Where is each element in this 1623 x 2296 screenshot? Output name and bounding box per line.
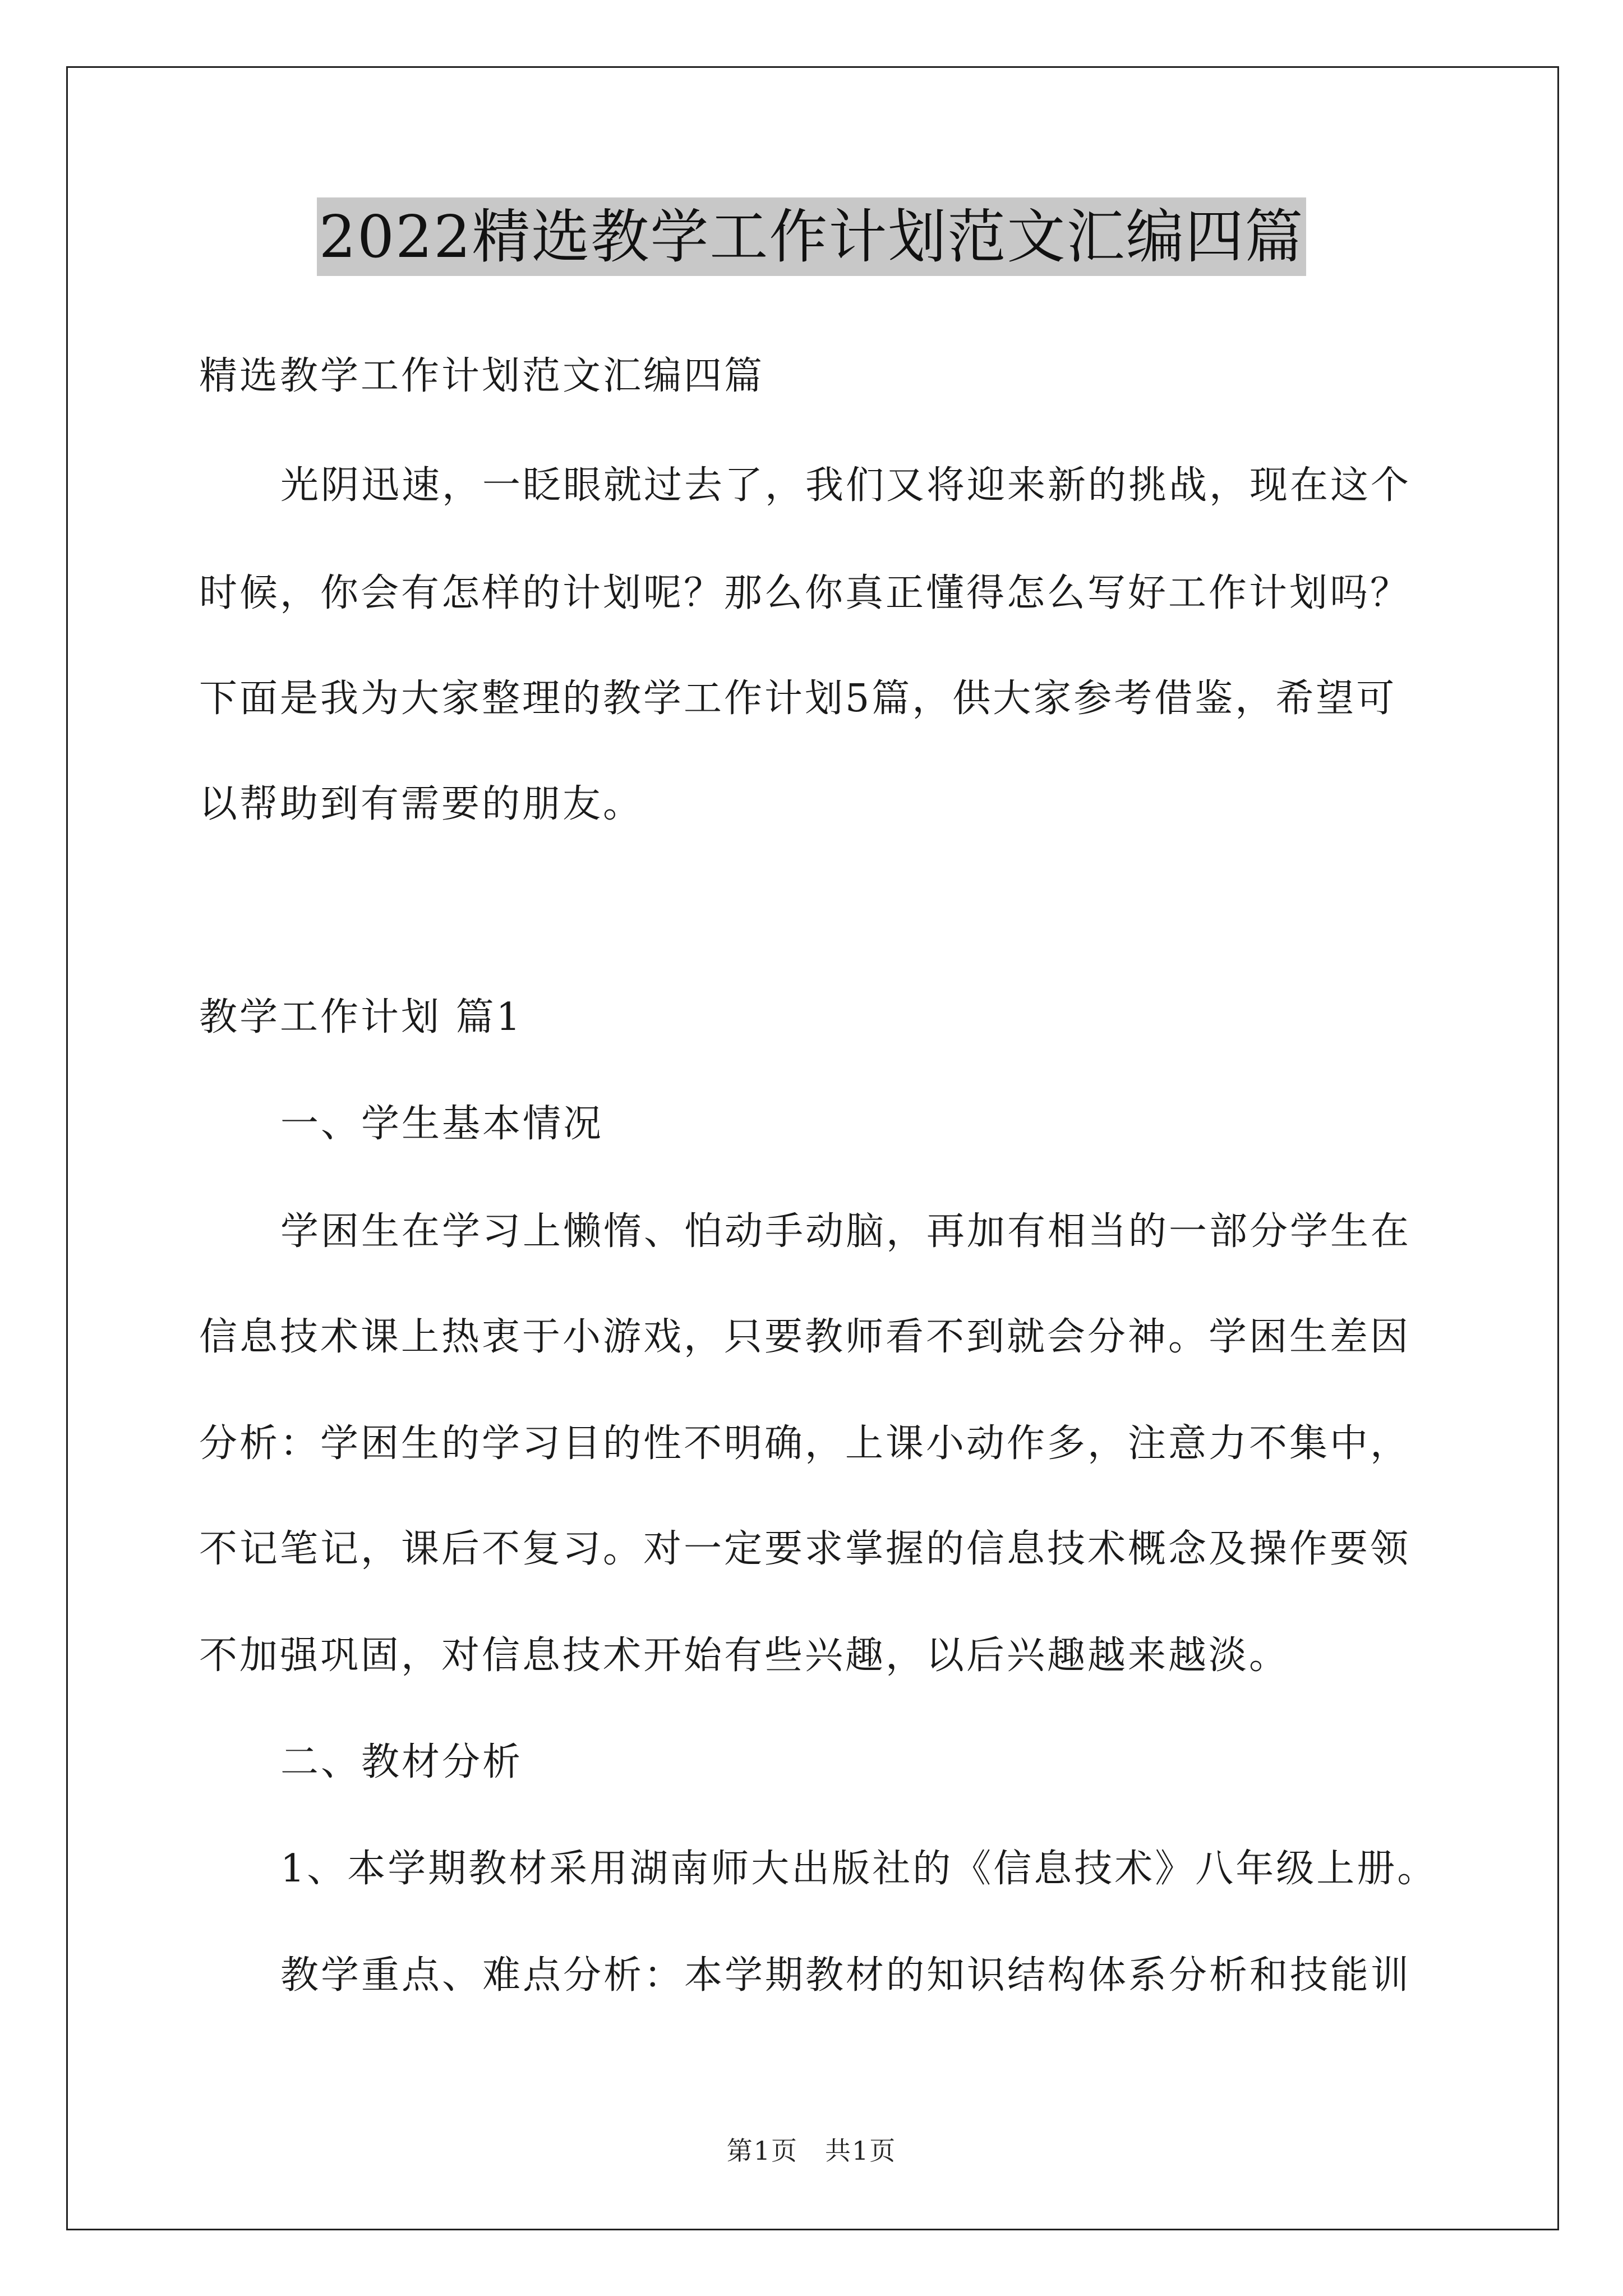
paragraph-line: 1、本学期教材采用湖南师大出版社的《信息技术》八年级上册。: [280, 1847, 1438, 1891]
intro-line: 下面是我为大家整理的教学工作计划5篇，供大家参考借鉴，希望可: [199, 677, 1397, 721]
paragraph-line: 教学重点、难点分析：本学期教材的知识结构体系分析和技能训: [280, 1953, 1412, 1998]
intro-line: 光阴迅速，一眨眼就过去了，我们又将迎来新的挑战，现在这个: [280, 463, 1412, 508]
paragraph-line: 分析：学困生的学习目的性不明确，上课小动作多，注意力不集中，: [199, 1421, 1411, 1466]
section-heading: 教学工作计划 篇1: [199, 995, 523, 1039]
document-title: 2022精选教学工作计划范文汇编四篇: [317, 197, 1307, 276]
title-wrap: [0, 197, 1623, 276]
subtitle: 精选教学工作计划范文汇编四篇: [199, 354, 765, 398]
paragraph-line: 不记笔记，课后不复习。对一定要求掌握的信息技术概念及操作要领: [199, 1527, 1411, 1571]
paragraph-line: 信息技术课上热衷于小游戏，只要教师看不到就会分神。学困生差因: [199, 1315, 1411, 1359]
paragraph-line: 学困生在学习上懒惰、怕动手动脑，再加有相当的一部分学生在: [280, 1209, 1412, 1254]
intro-line: 时候，你会有怎样的计划呢？那么你真正懂得怎么写好工作计划吗？: [199, 571, 1411, 615]
part-heading: 二、教材分析: [280, 1740, 523, 1784]
paragraph-line: 不加强巩固，对信息技术开始有些兴趣，以后兴趣越来越淡。: [199, 1634, 1290, 1678]
page-footer: 第1页 共1页: [726, 2136, 897, 2166]
intro-line: 以帮助到有需要的朋友。: [199, 782, 644, 826]
part-heading: 一、学生基本情况: [280, 1102, 604, 1146]
